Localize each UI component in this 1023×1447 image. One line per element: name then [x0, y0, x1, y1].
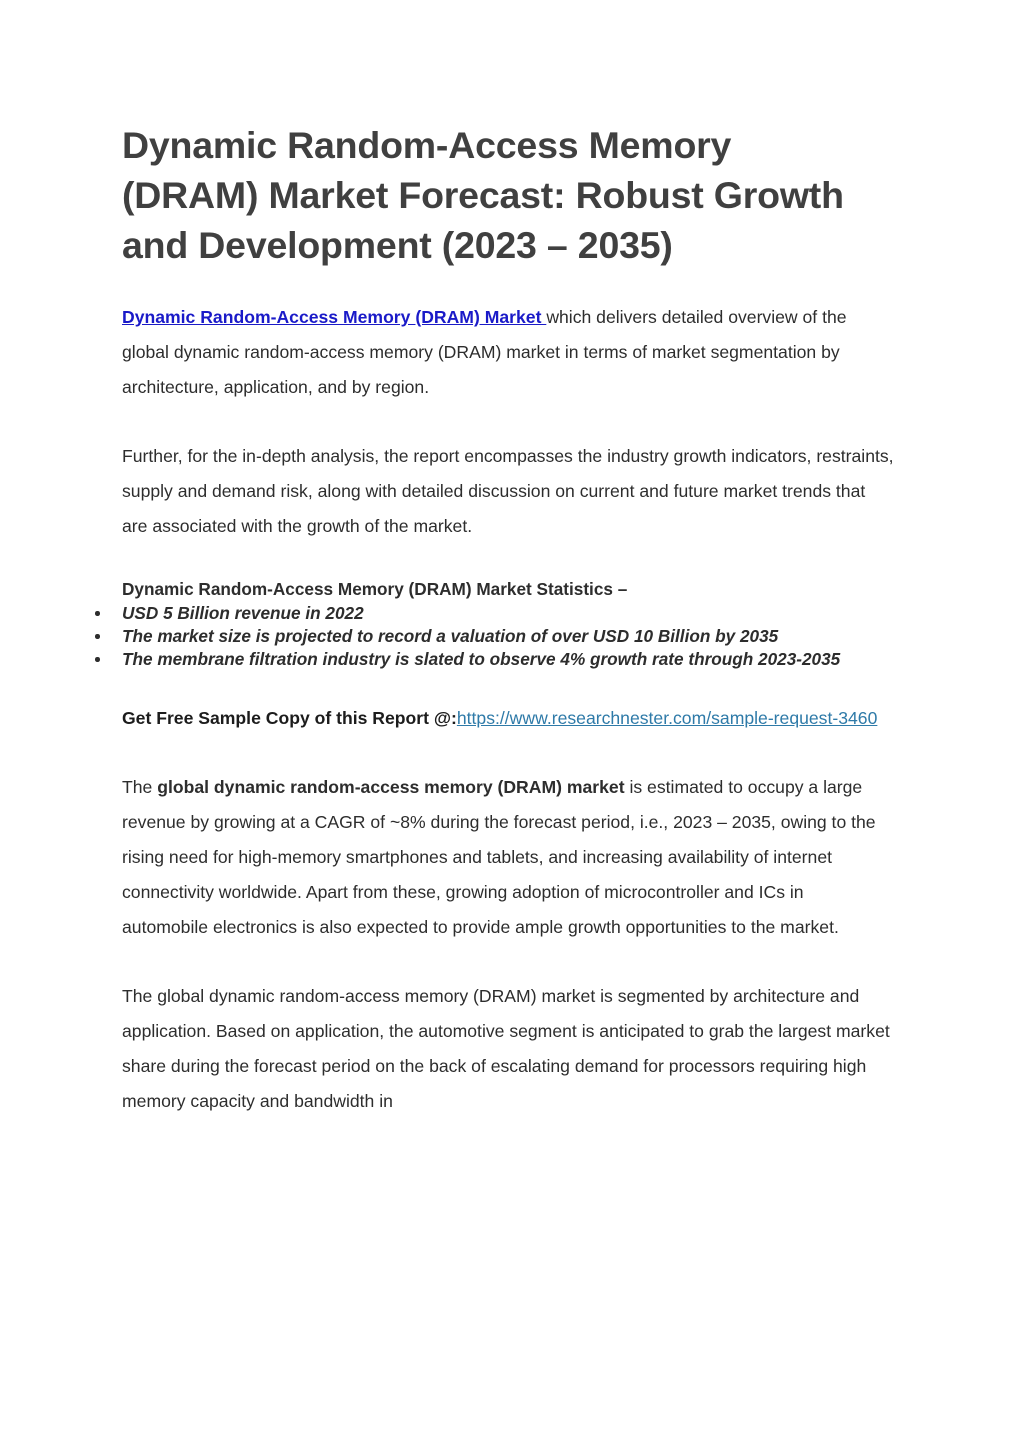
list-item-label: The membrane filtration industry is slated to observe 4% growth rate through 2023-2035 — [122, 649, 841, 669]
page-title: Dynamic Random-Access Memory (DRAM) Market Forecast: Robust Growth and Development (2023 – 2035) — [122, 124, 844, 266]
analysis-paragraph: Further, for the in-depth analysis, the report encompasses the industry growth indicators, restraints, supply and demand risk, along with detailed discussion on current and future market trends that are associated with the growth of the market. — [122, 446, 894, 536]
sample-request-paragraph — [122, 701, 894, 736]
document-content — [122, 120, 894, 1153]
sample-request-link[interactable]: https://www.researchnester.com/sample-request-3460 — [456, 708, 878, 728]
sample-request-label: Get Free Sample Copy of this Report @: — [122, 708, 457, 728]
statistics-heading: Dynamic Random-Access Memory (DRAM) Market Statistics – — [122, 579, 628, 599]
cagr-paragraph — [122, 770, 894, 945]
list-item-label: The market size is projected to record a valuation of over USD 10 Billion by 2035 — [122, 626, 779, 646]
statistics-list — [122, 602, 894, 671]
list-item — [122, 625, 894, 648]
bullet-icon — [95, 634, 100, 639]
segmentation-paragraph: The global dynamic random-access memory (DRAM) market is segmented by architecture and application. Based on application, the automotive segment is anticipated to grab the largest market share during the forecast period on the back of escalating demand for processors requiring high memory capacity and bandwidth in — [122, 986, 890, 1111]
list-item — [122, 602, 894, 625]
intro-paragraph — [122, 300, 894, 405]
market-statistics-block — [122, 578, 894, 671]
list-item — [122, 648, 894, 671]
dram-market-link[interactable]: Dynamic Random-Access Memory (DRAM) Market — [122, 307, 547, 327]
bullet-icon — [95, 611, 100, 616]
list-item-label: USD 5 Billion revenue in 2022 — [122, 603, 364, 623]
cagr-paragraph-before: The — [122, 777, 158, 797]
bullet-icon — [95, 657, 100, 662]
cagr-paragraph-after: is estimated to occupy a large revenue by growing at a CAGR of ~8% during the forecast period, i.e., 2023 – 2035, owing to the rising need for high-memory smartphones and tablets, and increasing availability of internet connectivity worldwide. Apart from these, growing adoption of microcontroller and ICs in automobile electronics is also expected to provide ample growth opportunities to the market. — [122, 777, 876, 937]
cagr-paragraph-bold: global dynamic random-access memory (DRAM) market — [157, 777, 625, 797]
intro-paragraph-text: which delivers detailed overview of the global dynamic random-access memory (DRAM) market in terms of market segmentation by architecture, application, and by region. — [122, 307, 847, 397]
